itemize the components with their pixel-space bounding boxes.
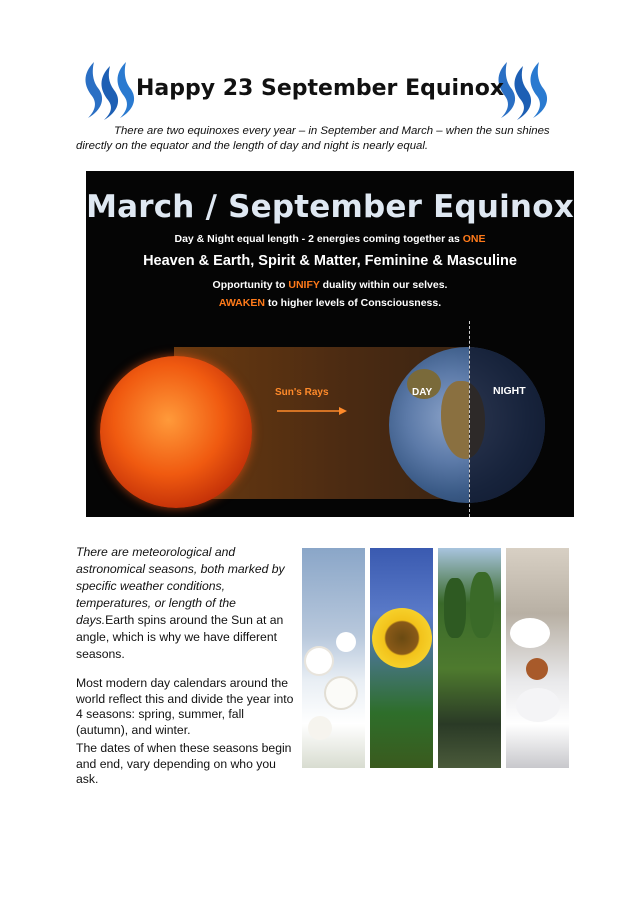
banner-line-3-post: duality within our selves. [322,279,448,291]
four-seasons-image [302,548,570,768]
earth-night-side [469,347,545,503]
page-title: Happy 23 September Equinox [135,76,505,101]
banner-line-3 [86,279,574,291]
sun-illustration [100,356,252,508]
banner-line-4-post: to higher levels of Consciousness. [267,297,442,309]
night-label: NIGHT [493,385,526,397]
seasons-paragraph-3: The dates of when these seasons begin and end, vary depending on who you ask. [76,741,292,786]
banner-one-highlight: ONE [462,233,486,245]
day-night-divider [469,321,470,517]
banner-line-2: Heaven & Earth, Spirit & Matter, Feminine & Masculine [143,253,517,269]
seasons-paragraph-2: Most modern day calendars around the world reflect this and divide the year into 4 seasons: spring, summer, fall (autumn), and winter. [76,676,294,737]
arrow-right-icon [277,407,347,415]
intro-paragraph [76,124,576,154]
earth-illustration [389,347,545,503]
banner-line-1 [86,233,574,245]
autumn-panel [438,548,501,768]
intro-text: There are two equinoxes every year – in September and March – when the sun shines directly on the equator and the length of day and night is nearly equal. [76,125,550,152]
banner-awaken-highlight: AWAKEN [218,297,265,309]
banner-title: March / September Equinox [86,189,574,225]
seasons-paragraph-1-italic: There are meteorological and astronomical seasons, both marked by specific weather conditions, temperatures, or length of the days. [76,545,285,627]
banner-unify-highlight: UNIFY [288,279,320,291]
summer-panel [370,548,433,768]
winter-panel [506,548,569,768]
banner-line-1-text: Day & Night equal length - 2 energies coming together as [174,233,460,245]
banner-line-3-pre: Opportunity to [212,279,286,291]
seasons-paragraph-1-rest: Earth spins around the Sun at an angle, which is why we have different seasons. [76,613,284,661]
spring-panel [302,548,365,768]
sun-rays-label: Sun's Rays [275,387,329,398]
seasons-paragraph-1 [76,544,286,663]
equinox-banner-image [86,171,574,517]
banner-line-4 [86,297,574,309]
day-label: DAY [412,387,433,398]
